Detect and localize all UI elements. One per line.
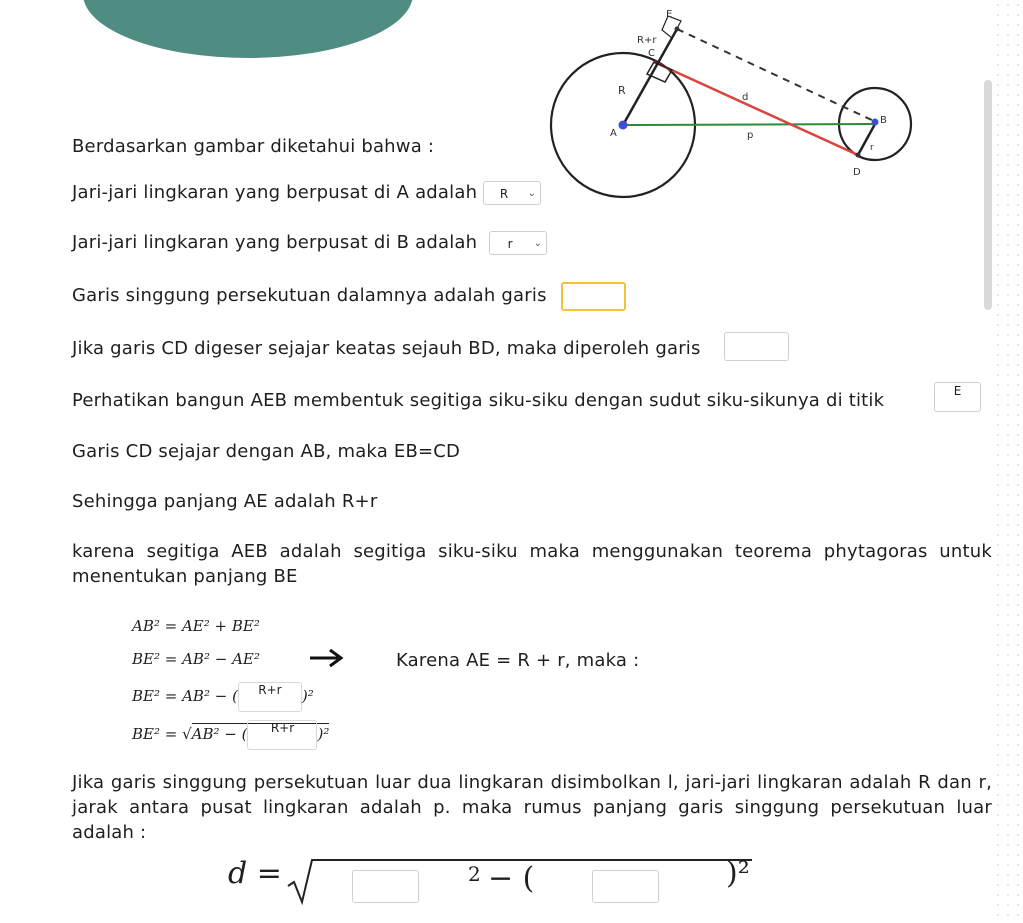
- radius-b-dropdown[interactable]: [489, 231, 547, 255]
- point-d: [856, 153, 861, 158]
- equation-4-inner: AB² − (: [191, 725, 248, 743]
- radius-a-dropdown[interactable]: [483, 181, 541, 205]
- tangent-line-cd: [654, 62, 858, 155]
- point-e: [675, 27, 680, 32]
- label-d-small: d: [742, 92, 749, 103]
- equation-3: [132, 682, 314, 712]
- label-e: E: [666, 9, 673, 20]
- equation-4-right: )²: [317, 725, 330, 743]
- final-input-2[interactable]: [592, 870, 659, 903]
- equation-1: AB² = AE² + BE²: [132, 617, 260, 635]
- decorative-blob: [83, 0, 413, 58]
- equation-3-box[interactable]: R+r: [238, 682, 302, 712]
- equation-3-right: )²: [301, 687, 314, 705]
- label-r-big: R: [618, 84, 626, 97]
- equation-2: BE² = AB² − AE²: [132, 650, 260, 668]
- final-exp: 2: [468, 862, 481, 886]
- radius-b-value: r: [507, 237, 513, 251]
- scrollbar[interactable]: [984, 80, 992, 310]
- final-formula: [228, 856, 282, 891]
- equation-4-left: BE² =: [132, 725, 183, 743]
- final-minus: − (: [488, 861, 535, 896]
- arrow-right-icon: [308, 646, 348, 670]
- parallel-text: Garis CD sejajar dengan AB, maka EB=CD: [72, 441, 461, 462]
- dashed-line-eb: [677, 29, 876, 122]
- chevron-down-icon: ⌄: [533, 238, 543, 249]
- point-b: [872, 119, 879, 126]
- sqrt-symbol: √: [182, 725, 192, 743]
- right-angle-c: [647, 62, 672, 82]
- equation-3-left: BE² = AB² − (: [132, 687, 238, 705]
- karena-text: Karena AE = R + r, maka :: [396, 650, 640, 671]
- intro-text: Berdasarkan gambar diketahui bahwa :: [72, 136, 435, 157]
- label-d-point: D: [853, 167, 861, 178]
- label-a: A: [610, 128, 617, 139]
- shift-line-input[interactable]: [724, 332, 789, 361]
- geometry-diagram: [540, 0, 920, 200]
- dot-grid: [993, 0, 1023, 923]
- radius-a-row: [72, 181, 541, 205]
- ae-length-text: Sehingga panjang AE adalah R+r: [72, 491, 378, 512]
- label-p: p: [747, 130, 754, 141]
- final-input-1[interactable]: [352, 870, 419, 903]
- radius-b-row: [72, 231, 547, 255]
- chevron-down-icon: ⌄: [527, 188, 537, 199]
- triangle-text: Perhatikan bangun AEB membentuk segitiga siku-siku dengan sudut siku-sikunya di titik: [72, 390, 885, 411]
- radius-b-text: Jari-jari lingkaran yang berpusat di B adalah: [72, 232, 478, 253]
- final-close: )²: [726, 856, 750, 891]
- label-b: B: [880, 115, 887, 126]
- radius-a-text: Jari-jari lingkaran yang berpusat di A adalah: [72, 182, 478, 203]
- outer-tangent-text: Jika garis singgung persekutuan luar dua lingkaran disimbolkan l, jari-jari lingkaran adalah R dan r, jarak antara pusat lingkaran adalah p. maka rumus panjang garis singgung persekutuan luar adalah :: [72, 772, 992, 843]
- pythagoras-text: karena segitiga AEB adalah segitiga siku-siku maka menggunakan teorema phytagoras untuk menentukan panjang BE: [72, 541, 992, 587]
- inner-tangent-input[interactable]: [561, 282, 626, 311]
- inner-tangent-text: Garis singgung persekutuan dalamnya adalah garis: [72, 285, 547, 306]
- label-c: C: [648, 48, 655, 59]
- label-r-small: r: [870, 143, 874, 153]
- center-line-ab: [623, 124, 875, 125]
- label-rr: R+r: [637, 35, 657, 46]
- final-left: d =: [228, 856, 282, 891]
- sqrt-body: [192, 723, 330, 743]
- point-a: [619, 121, 628, 130]
- triangle-input[interactable]: E: [934, 382, 981, 412]
- radius-a-value: R: [499, 187, 509, 201]
- shift-line-text: Jika garis CD digeser sejajar keatas sejauh BD, maka diperoleh garis: [72, 338, 701, 359]
- equation-4: [132, 720, 329, 750]
- equation-4-box[interactable]: R+r: [247, 720, 317, 750]
